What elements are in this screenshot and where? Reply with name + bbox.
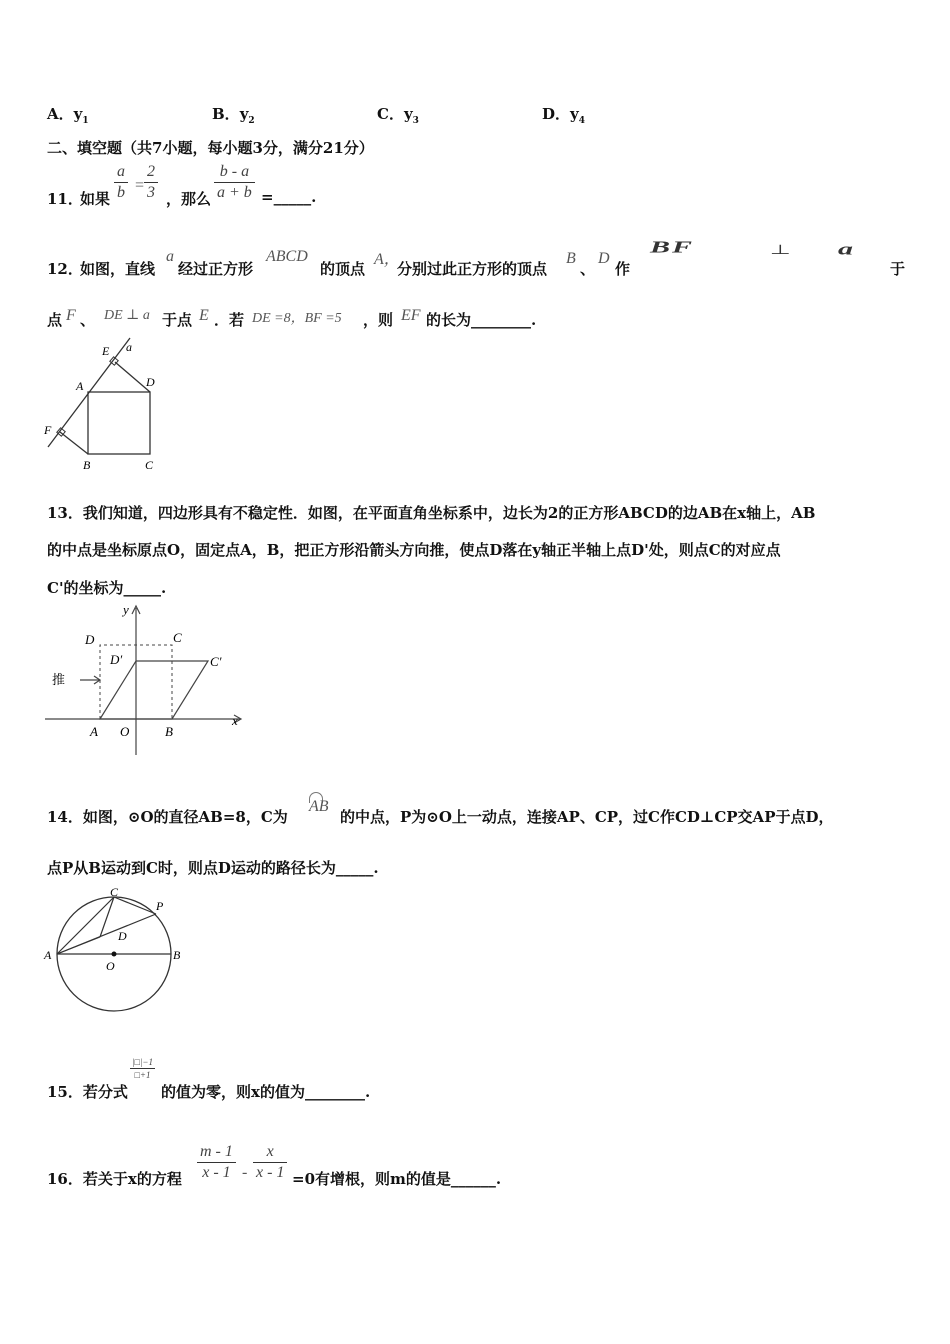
q14-seg-da [57,937,100,954]
q12-l2-text4: ，则 [363,311,394,329]
q12-de-perp: DE ⊥ a [104,308,150,323]
q15-text2: 的值为零，则x的值为________. [161,1083,371,1101]
q13-label-push: 推 [52,672,66,687]
q14-line2: 点P从B运动到C时，则点D运动的路径长为_____. [47,859,379,877]
q14-seg-cd [100,897,114,937]
q12-seg-bf [60,432,88,454]
q12-fig-label-b: B [83,458,91,472]
q11-equals: = [134,177,145,194]
q14-label-a: A [44,948,52,962]
q14-figure [40,882,190,1012]
section-heading: 二、填空题（共7小题，每小题3分，满分21分） [47,139,374,157]
q14-seg-ac [57,897,114,954]
q11-text3: =_____. [261,188,317,206]
q11-frac-ab: $\frac{a}{b}$ [114,162,128,203]
q12-figure [40,335,170,475]
q12-fig-label-d: D [146,375,155,389]
q13-label-cprime: C′ [210,654,222,669]
q16-frac2: $\frac{x}{x - 1}$ [253,1142,287,1183]
q14-text2: 的中点，P为⊙O上一动点，连接AP、CP，过C作CD⊥CP交AP于点D， [340,808,834,826]
q13-label-y: y [123,602,129,617]
q14-seg-cp [114,897,156,914]
q13-label-a: A [90,724,98,739]
q11-number: 11． [47,190,83,208]
q14-text1: 14．如图，⊙O的直径AB=8，C为 [47,808,288,826]
q11-frac-23: $\frac{2}{3}$ [144,162,158,203]
q11-text2: ，那么 [166,190,212,208]
q12-bf: BF [650,238,695,257]
q16-text1: 16．若关于x的方程 [47,1170,182,1188]
q12-condition: DE =8，BF =5 [252,311,342,326]
q12-l2-text3: ．若 [214,311,245,329]
q15-fraction: |□|−1 □+1 [132,1057,153,1080]
q12-perp: ⊥ [770,242,791,258]
q13-line3: C'的坐标为_____. [47,579,167,597]
q12-text1: 如图，直线 [80,260,156,278]
option-d: D．$y_4$ [542,105,585,126]
q12-fig-label-a: A [76,379,84,393]
q13-label-d: D [85,632,95,647]
q12-fig-label-f: F [44,423,52,437]
q13-label-x: x [232,713,238,728]
q12-vertex-b: B [566,250,576,267]
q12-vertex-a: A， [374,251,400,268]
q12-l2-text1: 点 [47,311,63,329]
q14-arc-ab: AB [309,798,329,815]
q11-text1: 如果 [80,190,111,208]
q14-label-o: O [106,959,115,973]
q12-fig-label-c: C [145,458,154,472]
q13-line2: 的中点是坐标原点O，固定点A，B，把正方形沿箭头方向推，使点D落在y轴正半轴上点D'处，则点C的对应点 [47,541,781,559]
option-c: C．$y_3$ [377,105,419,126]
q12-square [88,392,150,454]
q12-text2: 经过正方形 [178,260,254,278]
q14-label-d: D [118,929,127,943]
q12-point-e: E [199,307,209,324]
option-b: B．$y_2$ [212,105,255,126]
q16-minus: - [242,1164,248,1181]
q15-text1: 15．若分式 [47,1083,128,1101]
q12-line-a: a [166,248,174,265]
q12-a2: a [838,240,853,259]
q14-label-c: C [110,885,119,899]
q16-frac1: $\frac{m - 1}{x - 1}$ [197,1142,236,1183]
q12-fig-label-e: E [102,344,110,358]
q12-text5: 作 [615,260,631,278]
q13-figure [40,600,255,760]
q14-label-p: P [156,899,164,913]
q11-frac-expr: $\frac{b - a}{a + b}$ [214,162,255,203]
q12-l2-sep: 、 [80,311,96,329]
q13-label-b: B [165,724,173,739]
q13-label-dprime: D′ [110,652,123,667]
q12-number: 12． [47,260,83,278]
q12-text4: 分别过此正方形的顶点 [397,260,548,278]
q13-line1: 13．我们知道，四边形具有不稳定性．如图，在平面直角坐标系中，边长为2的正方形ABCD的边AB在x轴上，AB [47,504,816,522]
q14-label-b: B [173,948,181,962]
q12-square-abcd: ABCD [266,248,308,265]
q12-vertex-d: D [598,250,610,267]
q13-parallelogram [100,661,208,719]
q12-sep: 、 [580,260,596,278]
q12-point-f: F [66,307,76,324]
q12-ef: EF [401,307,421,324]
q14-center-dot [112,952,117,957]
q12-text6: 于 [890,260,906,278]
q16-text2: =0有增根，则m的值是______. [292,1170,502,1188]
q13-label-o: O [120,724,130,739]
q12-fig-label-a-line: a [126,340,132,354]
q12-seg-de [115,362,150,392]
q12-text3: 的顶点 [320,260,366,278]
q12-l2-text5: 的长为________. [426,311,537,329]
option-a: A．$y_1$ [47,105,89,126]
q12-l2-text2: 于点 [162,311,193,329]
q13-label-c: C [173,630,182,645]
